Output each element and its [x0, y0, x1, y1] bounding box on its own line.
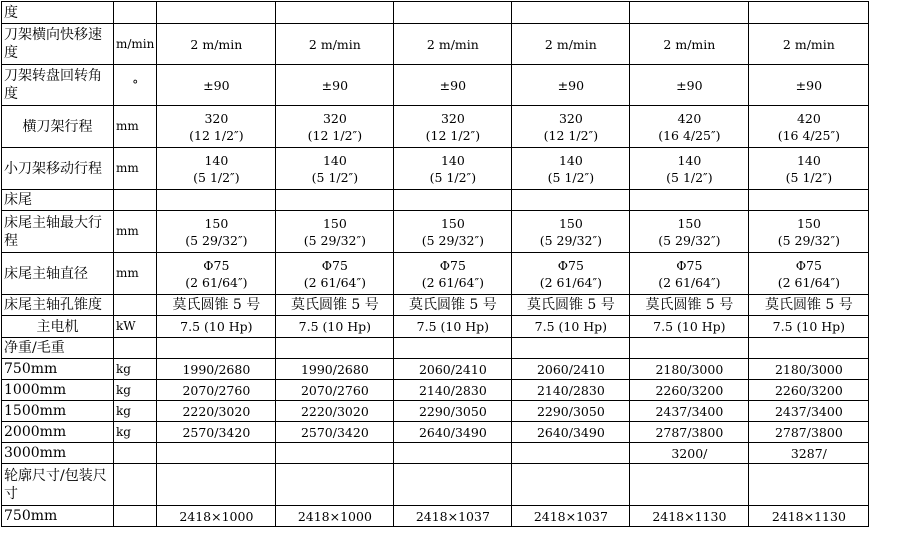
row-label — [2, 253, 114, 295]
value-cell — [157, 148, 276, 190]
value-line: 320 — [204, 110, 229, 126]
value-line: 莫氏圆锥 5 号 — [172, 296, 261, 313]
value-cell — [394, 338, 512, 359]
value-cell — [512, 506, 630, 527]
value-line: 2 m/min — [426, 36, 479, 52]
value-cell — [276, 65, 394, 106]
value-line: 2 m/min — [663, 36, 716, 52]
value-line: (5 29/32″) — [777, 232, 841, 248]
value-cell — [630, 380, 749, 401]
value-cell — [276, 380, 394, 401]
table-row — [2, 422, 869, 443]
value-line: 2060/2410 — [418, 361, 487, 377]
value-line: 2640/3490 — [418, 424, 487, 440]
table-row — [2, 253, 869, 295]
value-cell — [749, 24, 869, 65]
row-label-line: 程 — [4, 232, 18, 249]
row-label-line: 750mm — [4, 361, 58, 377]
value-line: 140 — [796, 152, 821, 168]
unit-cell: kg — [114, 359, 157, 380]
row-label-line: 1000mm — [4, 382, 67, 398]
unit-cell: mm — [114, 211, 157, 253]
value-line: 2787/3800 — [655, 424, 724, 440]
value-cell — [512, 316, 630, 338]
value-line: Φ75 — [321, 257, 348, 273]
value-line: 2418×1130 — [771, 508, 846, 524]
value-line: 7.5 (10 Hp) — [534, 319, 608, 334]
value-cell — [276, 464, 394, 506]
value-line: 2570/3420 — [182, 424, 251, 440]
value-line: 莫氏圆锥 5 号 — [645, 296, 734, 313]
value-line: (2 61/64″) — [777, 274, 841, 290]
value-cell — [630, 211, 749, 253]
unit-cell — [114, 2, 157, 24]
value-line: (2 61/64″) — [421, 274, 485, 290]
value-cell — [157, 443, 276, 464]
value-cell — [512, 401, 630, 422]
value-cell — [276, 253, 394, 295]
value-cell — [512, 2, 630, 24]
row-label-line: 刀架转盘回转角 — [4, 68, 102, 84]
value-cell — [749, 359, 869, 380]
value-line: (2 61/64″) — [303, 274, 367, 290]
value-cell — [512, 148, 630, 190]
row-label-line: 度 — [4, 4, 18, 21]
value-cell — [394, 2, 512, 24]
value-cell — [512, 295, 630, 316]
value-cell — [630, 295, 749, 316]
value-line: (5 1/2″) — [429, 169, 477, 185]
unit-cell: mm — [114, 253, 157, 295]
value-cell — [630, 190, 749, 211]
value-cell — [749, 380, 869, 401]
value-cell — [394, 211, 512, 253]
value-line: 140 — [322, 152, 347, 168]
value-cell — [749, 2, 869, 24]
value-line: 420 — [677, 110, 702, 126]
table-row — [2, 338, 869, 359]
value-cell — [157, 295, 276, 316]
value-cell — [630, 148, 749, 190]
value-line: 420 — [796, 110, 821, 126]
value-line: 7.5 (10 Hp) — [772, 319, 846, 334]
table-row — [2, 295, 869, 316]
value-line: 7.5 (10 Hp) — [653, 319, 726, 334]
value-cell — [749, 464, 869, 506]
table-row — [2, 401, 869, 422]
row-label-line: 小刀架移动行程 — [4, 160, 102, 177]
value-line: 7.5 (10 Hp) — [298, 319, 372, 334]
value-cell — [394, 359, 512, 380]
value-cell — [749, 148, 869, 190]
row-label-line: 刀架横向快移速 — [4, 27, 102, 43]
row-label — [2, 316, 114, 338]
table-row — [2, 24, 869, 65]
value-cell — [512, 253, 630, 295]
value-cell — [157, 316, 276, 338]
value-cell — [394, 65, 512, 106]
value-cell — [157, 24, 276, 65]
value-cell — [630, 443, 749, 464]
value-cell — [749, 443, 869, 464]
row-label-line: 床尾主轴直径 — [4, 265, 88, 282]
value-cell — [394, 422, 512, 443]
value-cell — [157, 359, 276, 380]
value-cell — [157, 253, 276, 295]
value-cell — [394, 253, 512, 295]
unit-cell — [114, 506, 157, 527]
value-cell — [630, 2, 749, 24]
row-label-line: 轮廓尺寸/包装尺 — [4, 467, 107, 484]
value-cell — [630, 359, 749, 380]
value-line: 3287/ — [790, 445, 827, 461]
value-line: 150 — [322, 215, 347, 231]
value-line: 莫氏圆锥 5 号 — [764, 296, 853, 313]
value-cell — [749, 422, 869, 443]
value-line: ±90 — [203, 77, 230, 93]
value-line: 2260/3200 — [774, 382, 843, 398]
row-label — [2, 464, 114, 506]
value-cell — [512, 338, 630, 359]
value-cell — [512, 65, 630, 106]
value-cell — [749, 295, 869, 316]
value-line: 2060/2410 — [536, 361, 605, 377]
table-row — [2, 506, 869, 527]
row-label — [2, 506, 114, 527]
value-cell — [276, 316, 394, 338]
value-cell — [512, 380, 630, 401]
value-cell — [276, 359, 394, 380]
value-cell — [749, 316, 869, 338]
value-line: 140 — [204, 152, 229, 168]
value-cell — [394, 443, 512, 464]
value-line: (16 4/25″) — [777, 127, 841, 143]
table-row — [2, 190, 869, 211]
row-label-line: 横刀架行程 — [22, 118, 93, 135]
value-line: 2070/2760 — [182, 382, 251, 398]
row-label — [2, 422, 114, 443]
row-label-line: 度 — [4, 86, 18, 102]
value-cell — [630, 464, 749, 506]
row-label — [2, 24, 114, 65]
row-label — [2, 106, 114, 148]
value-line: 2640/3490 — [536, 424, 605, 440]
value-line: 2140/2830 — [536, 382, 605, 398]
value-line: (2 61/64″) — [539, 274, 603, 290]
value-cell — [157, 2, 276, 24]
value-line: 140 — [558, 152, 583, 168]
value-cell — [157, 464, 276, 506]
value-cell — [630, 65, 749, 106]
value-line: Φ75 — [439, 257, 466, 273]
value-line: 2180/3000 — [774, 361, 843, 377]
value-cell — [512, 190, 630, 211]
value-line: 莫氏圆锥 5 号 — [408, 296, 497, 313]
row-label-line: 床尾主轴最大行 — [4, 214, 102, 231]
value-line: 2 m/min — [190, 36, 243, 52]
value-line: 2 m/min — [308, 36, 361, 52]
value-line: Φ75 — [676, 257, 703, 273]
value-line: Φ75 — [557, 257, 584, 273]
value-line: (5 1/2″) — [193, 169, 240, 185]
value-cell — [157, 338, 276, 359]
table-row — [2, 464, 869, 506]
value-line: (5 29/32″) — [658, 232, 721, 248]
value-line: 2220/3020 — [300, 403, 369, 419]
row-label-line: 床尾主轴孔锥度 — [4, 297, 102, 313]
row-label — [2, 380, 114, 401]
value-cell — [749, 65, 869, 106]
value-cell — [276, 211, 394, 253]
value-line: 2418×1037 — [533, 508, 608, 524]
value-cell — [630, 106, 749, 148]
unit-cell — [114, 338, 157, 359]
value-line: 1990/2680 — [300, 361, 369, 377]
unit-cell — [114, 295, 157, 316]
unit-cell: kW — [114, 316, 157, 338]
row-label — [2, 338, 114, 359]
unit-cell: mm — [114, 148, 157, 190]
value-line: 2220/3020 — [182, 403, 251, 419]
table-row — [2, 106, 869, 148]
value-cell — [512, 24, 630, 65]
value-cell — [749, 401, 869, 422]
unit-cell — [114, 464, 157, 506]
value-cell — [276, 2, 394, 24]
value-cell — [512, 443, 630, 464]
value-line: ±90 — [321, 77, 349, 93]
value-line: 2787/3800 — [774, 424, 843, 440]
value-line: 2418×1037 — [415, 508, 490, 524]
spec-table-body — [2, 2, 869, 527]
value-line: 2070/2760 — [300, 382, 369, 398]
value-cell — [157, 65, 276, 106]
value-line: ±90 — [795, 77, 823, 93]
value-cell — [157, 106, 276, 148]
value-cell — [512, 464, 630, 506]
value-line: Φ75 — [795, 257, 822, 273]
unit-cell: kg — [114, 380, 157, 401]
value-line: 7.5 (10 Hp) — [416, 319, 490, 334]
value-line: (5 1/2″) — [311, 169, 359, 185]
value-line: 2 m/min — [544, 36, 597, 52]
unit-cell: kg — [114, 422, 157, 443]
value-line: ±90 — [439, 77, 467, 93]
value-line: 莫氏圆锥 5 号 — [290, 296, 379, 313]
value-cell — [276, 443, 394, 464]
value-cell — [394, 506, 512, 527]
value-cell — [630, 316, 749, 338]
value-line: 320 — [558, 110, 583, 126]
value-line: 2290/3050 — [536, 403, 605, 419]
value-cell — [749, 253, 869, 295]
value-line: Φ75 — [203, 257, 230, 273]
value-line: (12 1/2″) — [425, 127, 481, 143]
value-line: 2 m/min — [782, 36, 835, 52]
row-label — [2, 2, 114, 24]
value-line: 150 — [558, 215, 583, 231]
value-line: 3200/ — [671, 445, 708, 461]
value-cell — [630, 401, 749, 422]
value-cell — [276, 148, 394, 190]
value-line: (5 1/2″) — [547, 169, 595, 185]
row-label — [2, 65, 114, 106]
value-cell — [394, 190, 512, 211]
unit-cell: kg — [114, 401, 157, 422]
value-line: (12 1/2″) — [543, 127, 599, 143]
value-cell — [630, 422, 749, 443]
value-line: 150 — [440, 215, 465, 231]
value-cell — [512, 211, 630, 253]
value-cell — [276, 401, 394, 422]
value-line: ±90 — [557, 77, 585, 93]
unit-cell: ° — [114, 65, 157, 106]
row-label-line: 寸 — [4, 485, 18, 502]
value-line: (5 29/32″) — [539, 232, 603, 248]
table-row — [2, 211, 869, 253]
value-line: (5 1/2″) — [666, 169, 713, 185]
row-label-line: 3000mm — [4, 445, 67, 461]
value-cell — [630, 24, 749, 65]
value-cell — [276, 295, 394, 316]
table-row — [2, 359, 869, 380]
unit-cell — [114, 190, 157, 211]
value-line: 320 — [322, 110, 347, 126]
value-line: (12 1/2″) — [307, 127, 363, 143]
value-cell — [157, 211, 276, 253]
value-line: (12 1/2″) — [189, 127, 244, 143]
value-line: 140 — [440, 152, 465, 168]
value-cell — [394, 148, 512, 190]
row-label-line: 床尾 — [4, 192, 32, 208]
value-cell — [157, 506, 276, 527]
value-cell — [630, 506, 749, 527]
value-cell — [394, 401, 512, 422]
row-label-line: 主电机 — [36, 318, 79, 335]
value-line: 2437/3400 — [774, 403, 843, 419]
value-cell — [749, 338, 869, 359]
value-line: 莫氏圆锥 5 号 — [526, 296, 615, 313]
value-line: 2418×1000 — [297, 508, 372, 524]
value-cell — [394, 295, 512, 316]
value-cell — [394, 24, 512, 65]
value-cell — [276, 106, 394, 148]
value-cell — [749, 211, 869, 253]
table-row — [2, 380, 869, 401]
value-cell — [276, 506, 394, 527]
row-label-line: 2000mm — [4, 424, 67, 440]
value-cell — [157, 380, 276, 401]
row-label-line: 度 — [4, 45, 18, 61]
row-label-line: 750mm — [4, 508, 58, 524]
table-row — [2, 443, 869, 464]
unit-cell: m/min — [114, 24, 157, 65]
value-cell — [512, 422, 630, 443]
spec-table — [1, 1, 869, 527]
value-line: (5 29/32″) — [185, 232, 248, 248]
value-cell — [749, 106, 869, 148]
value-cell — [276, 190, 394, 211]
row-label — [2, 148, 114, 190]
value-line: (5 29/32″) — [421, 232, 485, 248]
unit-cell: mm — [114, 106, 157, 148]
value-line: ±90 — [676, 77, 703, 93]
value-line: 2140/2830 — [418, 382, 487, 398]
table-row — [2, 2, 869, 24]
value-cell — [394, 380, 512, 401]
value-cell — [512, 106, 630, 148]
value-line: (16 4/25″) — [658, 127, 721, 143]
table-row — [2, 316, 869, 338]
value-cell — [157, 401, 276, 422]
value-line: 2180/3000 — [655, 361, 724, 377]
value-cell — [157, 190, 276, 211]
row-label — [2, 443, 114, 464]
value-line: 150 — [204, 215, 229, 231]
value-cell — [394, 316, 512, 338]
value-line: (2 61/64″) — [658, 274, 721, 290]
value-line: 2570/3420 — [300, 424, 369, 440]
value-line: 150 — [677, 215, 702, 231]
value-cell — [394, 106, 512, 148]
unit-cell — [114, 443, 157, 464]
value-cell — [749, 506, 869, 527]
value-line: 2418×1000 — [179, 508, 254, 524]
value-cell — [512, 359, 630, 380]
value-cell — [630, 253, 749, 295]
value-line: 2437/3400 — [655, 403, 724, 419]
row-label — [2, 190, 114, 211]
row-label — [2, 211, 114, 253]
row-label — [2, 401, 114, 422]
value-cell — [157, 422, 276, 443]
value-line: (2 61/64″) — [185, 274, 248, 290]
value-cell — [630, 338, 749, 359]
value-line: 320 — [440, 110, 465, 126]
value-line: 2260/3200 — [655, 382, 724, 398]
value-line: 7.5 (10 Hp) — [180, 319, 253, 334]
value-cell — [394, 464, 512, 506]
value-line: 140 — [677, 152, 702, 168]
value-line: 2418×1130 — [652, 508, 727, 524]
value-line: 150 — [796, 215, 821, 231]
table-row — [2, 65, 869, 106]
row-label-line: 1500mm — [4, 403, 67, 419]
table-row — [2, 148, 869, 190]
value-line: 2290/3050 — [418, 403, 487, 419]
value-cell — [276, 24, 394, 65]
row-label-line: 净重/毛重 — [4, 340, 65, 356]
value-cell — [749, 190, 869, 211]
value-cell — [276, 422, 394, 443]
value-line: (5 29/32″) — [303, 232, 367, 248]
value-line: 1990/2680 — [182, 361, 251, 377]
value-cell — [276, 338, 394, 359]
row-label — [2, 359, 114, 380]
value-line: (5 1/2″) — [785, 169, 833, 185]
row-label — [2, 295, 114, 316]
